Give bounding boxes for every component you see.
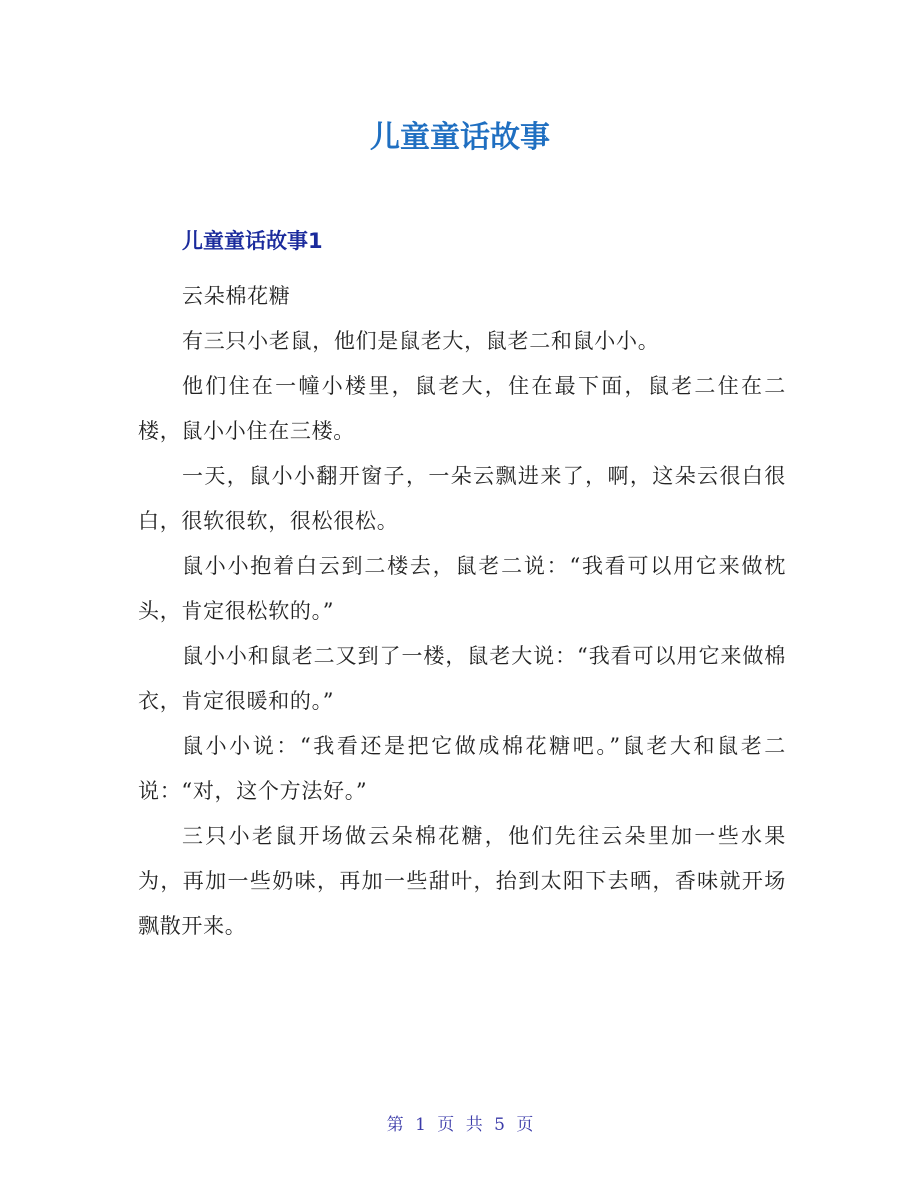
total-pages-number: 5 xyxy=(494,1115,505,1135)
total-prefix: 共 xyxy=(465,1115,483,1135)
story-title-paragraph: 云朵棉花糖 xyxy=(182,284,291,308)
story-paragraph: 他们住在一幢小楼里，鼠老大，住在最下面，鼠老二住在二楼，鼠小小住在三楼。 xyxy=(138,374,786,443)
story-paragraph: 鼠小小说：“我看还是把它做成棉花糖吧。”鼠老大和鼠老二说：“对，这个方法好。” xyxy=(138,734,786,803)
story-paragraph: 鼠小小抱着白云到二楼去，鼠老二说：“我看可以用它来做枕头，肯定很松软的。” xyxy=(138,554,786,623)
story-paragraph: 一天，鼠小小翻开窗子，一朵云飘进来了，啊，这朵云很白很白，很软很软，很松很松。 xyxy=(138,464,786,533)
page-footer xyxy=(0,1110,920,1140)
story-paragraph: 有三只小老鼠，他们是鼠老大，鼠老二和鼠小小。 xyxy=(182,329,660,353)
section-heading: 儿童童话故事1 xyxy=(182,229,323,253)
story-paragraph: 鼠小小和鼠老二又到了一楼，鼠老大说：“我看可以用它来做棉衣，肯定很暖和的。” xyxy=(138,644,786,713)
document-title: 儿童童话故事 xyxy=(370,120,550,155)
page-prefix: 第 xyxy=(386,1115,404,1135)
story-paragraph: 三只小老鼠开场做云朵棉花糖，他们先往云朵里加一些水果为，再加一些奶味，再加一些甜叶，抬到太阳下去晒，香味就开场飘散开来。 xyxy=(138,824,786,938)
story-body xyxy=(138,274,786,949)
page-word: 页 xyxy=(437,1115,455,1135)
current-page-number: 1 xyxy=(415,1115,426,1135)
total-suffix: 页 xyxy=(516,1115,534,1135)
